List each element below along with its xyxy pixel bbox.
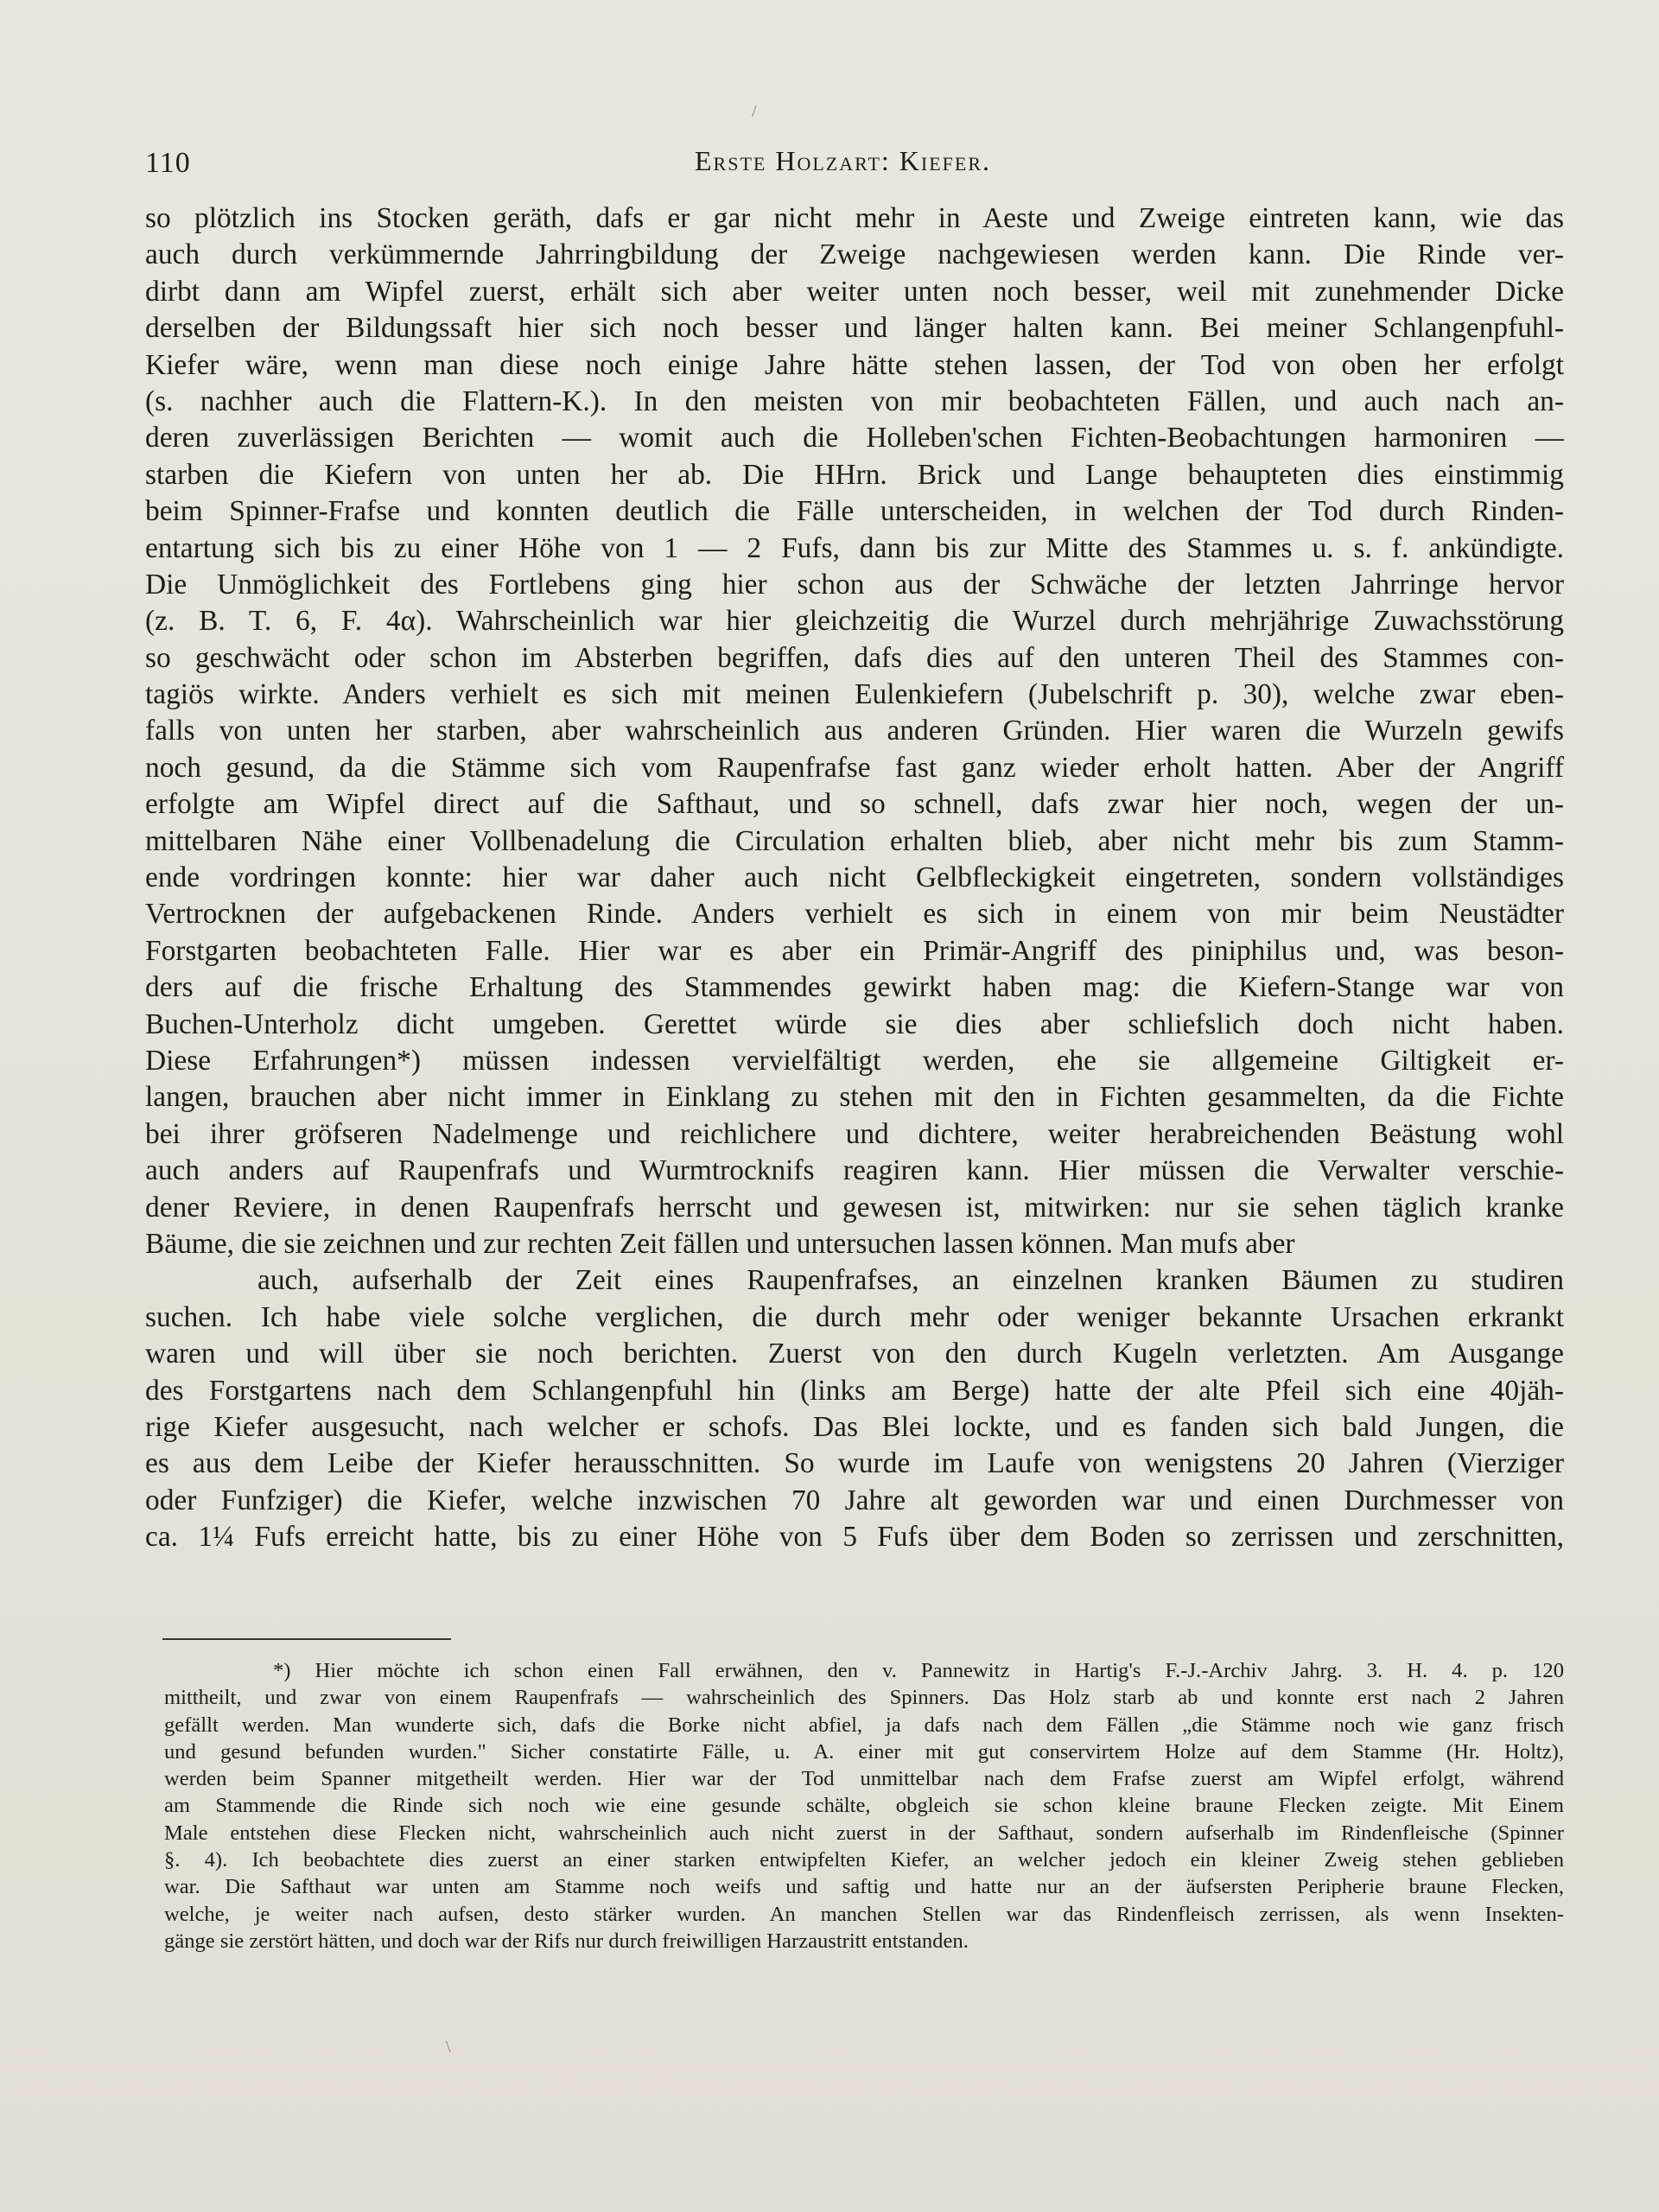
page-number: 110 — [145, 147, 191, 179]
text-line: (z. B. T. 6, F. 4α). Wahrscheinlich war hier gleichzeitig die Wurzel durch mehrjährige Zuwachsstörung — [145, 605, 1564, 638]
running-head: Erste Holzart: Kiefer. — [695, 145, 991, 176]
text-line: suchen. Ich habe viele solche verglichen, die durch mehr oder weniger bekannte Ursachen erkrankt — [145, 1300, 1564, 1333]
text-line: ende vordringen konnte: hier war daher auch nicht Gelbfleckigkeit eingetreten, sondern vollständiges — [145, 861, 1564, 894]
text-line: es aus dem Leibe der Kiefer herausschnitten. So wurde im Laufe von wenigstens 20 Jahren (Vierziger — [145, 1447, 1564, 1480]
page-mark: / — [752, 102, 757, 121]
text-line: auch anders auf Raupenfrafs und Wurmtrocknifs reagiren kann. Hier müssen die Verwalter verschie- — [145, 1154, 1564, 1187]
text-line: deren zuverlässigen Berichten — womit auch die Holleben'schen Fichten-Beobachtungen harmoniren — — [145, 422, 1564, 454]
text-line: dirbt dann am Wipfel zuerst, erhält sich aber weiter unten noch besser, weil mit zunehmender Dicke — [145, 275, 1564, 308]
text-line: Vertrocknen der aufgebackenen Rinde. Anders verhielt es sich in einem von mir beim Neustädter — [145, 898, 1564, 931]
footnote-rule — [162, 1638, 451, 1640]
text-line: Bäume, die sie zeichnen und zur rechten Zeit fällen und untersuchen lassen können. Man mufs aber — [145, 1227, 1295, 1260]
footnote-line: war. Die Safthaut war unten am Stamme noch weifs und saftig und hatte nur an der äufsersten Peripherie braune Flecken, — [164, 1875, 1564, 1899]
text-line: Diese Erfahrungen*) müssen indessen vervielfältigt werden, ehe sie allgemeine Giltigkeit er- — [145, 1044, 1564, 1077]
text-line: auch durch verkümmernde Jahrringbildung der Zweige nachgewiesen werden kann. Die Rinde ver- — [145, 238, 1564, 271]
main-text — [145, 200, 1564, 1849]
text-line: bei ihrer gröfseren Nadelmenge und reichlichere und dichtere, weiter herabreichenden Beästung wohl — [145, 1117, 1564, 1150]
footnote-line: Male entstehen diese Flecken nicht, wahrscheinlich auch nicht zuerst in der Safthaut, sondern aufserhalb im Rindenfleische (Spinner — [164, 1821, 1564, 1845]
text-line: Forstgarten beobachteten Falle. Hier war es aber ein Primär-Angriff des piniphilus und, was beson- — [145, 934, 1564, 967]
text-line: noch gesund, da die Stämme sich vom Raupenfrafse fast ganz wieder erholt hatten. Aber der Angriff — [145, 751, 1564, 784]
text-line: dener Reviere, in denen Raupenfrafs herrscht und gewesen ist, mitwirken: nur sie sehen täglich kranke — [145, 1191, 1564, 1224]
text-line: waren und will über sie noch berichten. Zuerst von den durch Kugeln verletzten. Am Ausgange — [145, 1338, 1564, 1370]
footnote-line: mittheilt, und zwar von einem Raupenfrafs — wahrscheinlich des Spinners. Das Holz starb ab und konnte erst nach 2 Jahren — [164, 1686, 1564, 1710]
footnote-line: werden beim Spanner mitgetheilt werden. Hier war der Tod unmittelbar nach dem Frafse zuerst am Wipfel erfolgt, während — [164, 1767, 1564, 1791]
footnote-line: *) Hier möchte ich schon einen Fall erwähnen, den v. Pannewitz in Hartig's F.-J.-Archiv Jahrg. 3. H. 4. p. 120 — [273, 1659, 1564, 1682]
text-line: (s. nachher auch die Flattern-K.). In den meisten von mir beobachteten Fällen, und auch nach an- — [145, 385, 1564, 417]
page-header — [145, 143, 1562, 195]
text-line: erfolgte am Wipfel direct auf die Safthaut, und so schnell, dafs zwar hier noch, wegen der un- — [145, 788, 1564, 821]
footnote-line: welche, je weiter nach aufsen, desto stärker wurden. An manchen Stellen war das Rindenfleisch zerrissen, als wenn Insekten- — [164, 1902, 1564, 1926]
text-line: Kiefer wäre, wenn man diese noch einige Jahre hätte stehen lassen, der Tod von oben her erfolgt — [145, 348, 1564, 381]
text-line — [145, 1592, 1564, 1629]
text-line: so plötzlich ins Stocken geräth, dafs er gar nicht mehr in Aeste und Zweige eintreten kann, wie das — [145, 202, 1564, 234]
text-line: beim Spinner-Frafse und konnten deutlich die Fälle unterscheiden, in welchen der Tod durch Rinden- — [145, 495, 1564, 528]
footnote-line: und gesund befunden wurden." Sicher constatirte Fälle, u. A. einer mit gut conservirtem Holze auf dem Stamme (Hr. Holtz), — [164, 1739, 1564, 1764]
text-line: Buchen-Unterholz dicht umgeben. Gerettet würde sie dies aber schliefslich doch nicht haben. — [145, 1007, 1564, 1040]
text-line: entartung sich bis zu einer Höhe von 1 — 2 Fufs, dann bis zur Mitte des Stammes u. s. f. ankündigte. — [145, 531, 1564, 564]
text-line: Die Unmöglichkeit des Fortlebens ging hier schon aus der Schwäche der letzten Jahrringe hervor — [145, 568, 1564, 601]
text-line: mittelbaren Nähe einer Vollbenadelung die Circulation erhalten blieb, aber nicht mehr bis zum Stamm- — [145, 824, 1564, 857]
text-line: des Forstgartens nach dem Schlangenpfuhl hin (links am Berge) hatte der alte Pfeil sich eine 40jäh- — [145, 1374, 1564, 1407]
footnote — [164, 1657, 1564, 1955]
footnote-line: gefällt werden. Man wunderte sich, dafs die Borke nicht abfiel, ja dafs nach dem Fällen „die Stämme noch wie ganz frisch — [164, 1713, 1564, 1737]
footnote-line: am Stammende die Rinde sich noch wie eine gesunde schälte, obgleich sie schon kleine braune Flecken zeigte. Mit Einem — [164, 1794, 1564, 1818]
text-line: ders auf die frische Erhaltung des Stammendes gewirkt haben mag: die Kiefern-Stange war von — [145, 971, 1564, 1004]
text-line — [145, 1555, 1564, 1592]
text-line: auch, aufserhalb der Zeit eines Raupenfrafses, an einzelnen kranken Bäumen zu studiren — [257, 1264, 1564, 1297]
text-line: derselben der Bildungssaft hier sich noch besser und länger halten kann. Bei meiner Schlangenpfuhl- — [145, 312, 1564, 345]
text-line: langen, brauchen aber nicht immer in Einklang zu stehen mit den in Fichten gesammelten, da die Fichte — [145, 1081, 1564, 1114]
page-mark: \ — [446, 2037, 451, 2056]
text-line: starben die Kiefern von unten her ab. Die HHrn. Brick und Lange behaupteten dies einstimmig — [145, 458, 1564, 491]
text-line: tagiös wirkte. Anders verhielt es sich mit meinen Eulenkiefern (Jubelschrift p. 30), welche zwar eben- — [145, 678, 1564, 711]
text-line: ca. 1¼ Fufs erreicht hatte, bis zu einer Höhe von 5 Fufs über dem Boden so zerrissen und zerschnitten, — [145, 1521, 1564, 1554]
footnote-line: §. 4). Ich beobachtete dies zuerst an einer starken entwipfelten Kiefer, an welcher jedoch ein kleiner Zweig stehen geblieben — [164, 1848, 1564, 1872]
text-line: oder Funfziger) die Kiefer, welche inzwischen 70 Jahre alt geworden war und einen Durchmesser von — [145, 1484, 1564, 1516]
text-line: rige Kiefer ausgesucht, nach welcher er schofs. Das Blei lockte, und es fanden sich bald Jungen, die — [145, 1410, 1564, 1443]
footnote-line: gänge sie zerstört hätten, und doch war der Rifs nur durch freiwilligen Harzaustritt entstanden. — [164, 1929, 969, 1953]
text-line: so geschwächt oder schon im Absterben begriffen, dafs dies auf den unteren Theil des Stammes con- — [145, 641, 1564, 674]
text-line: falls von unten her starben, aber wahrscheinlich aus anderen Gründen. Hier waren die Wurzeln gewifs — [145, 715, 1564, 747]
